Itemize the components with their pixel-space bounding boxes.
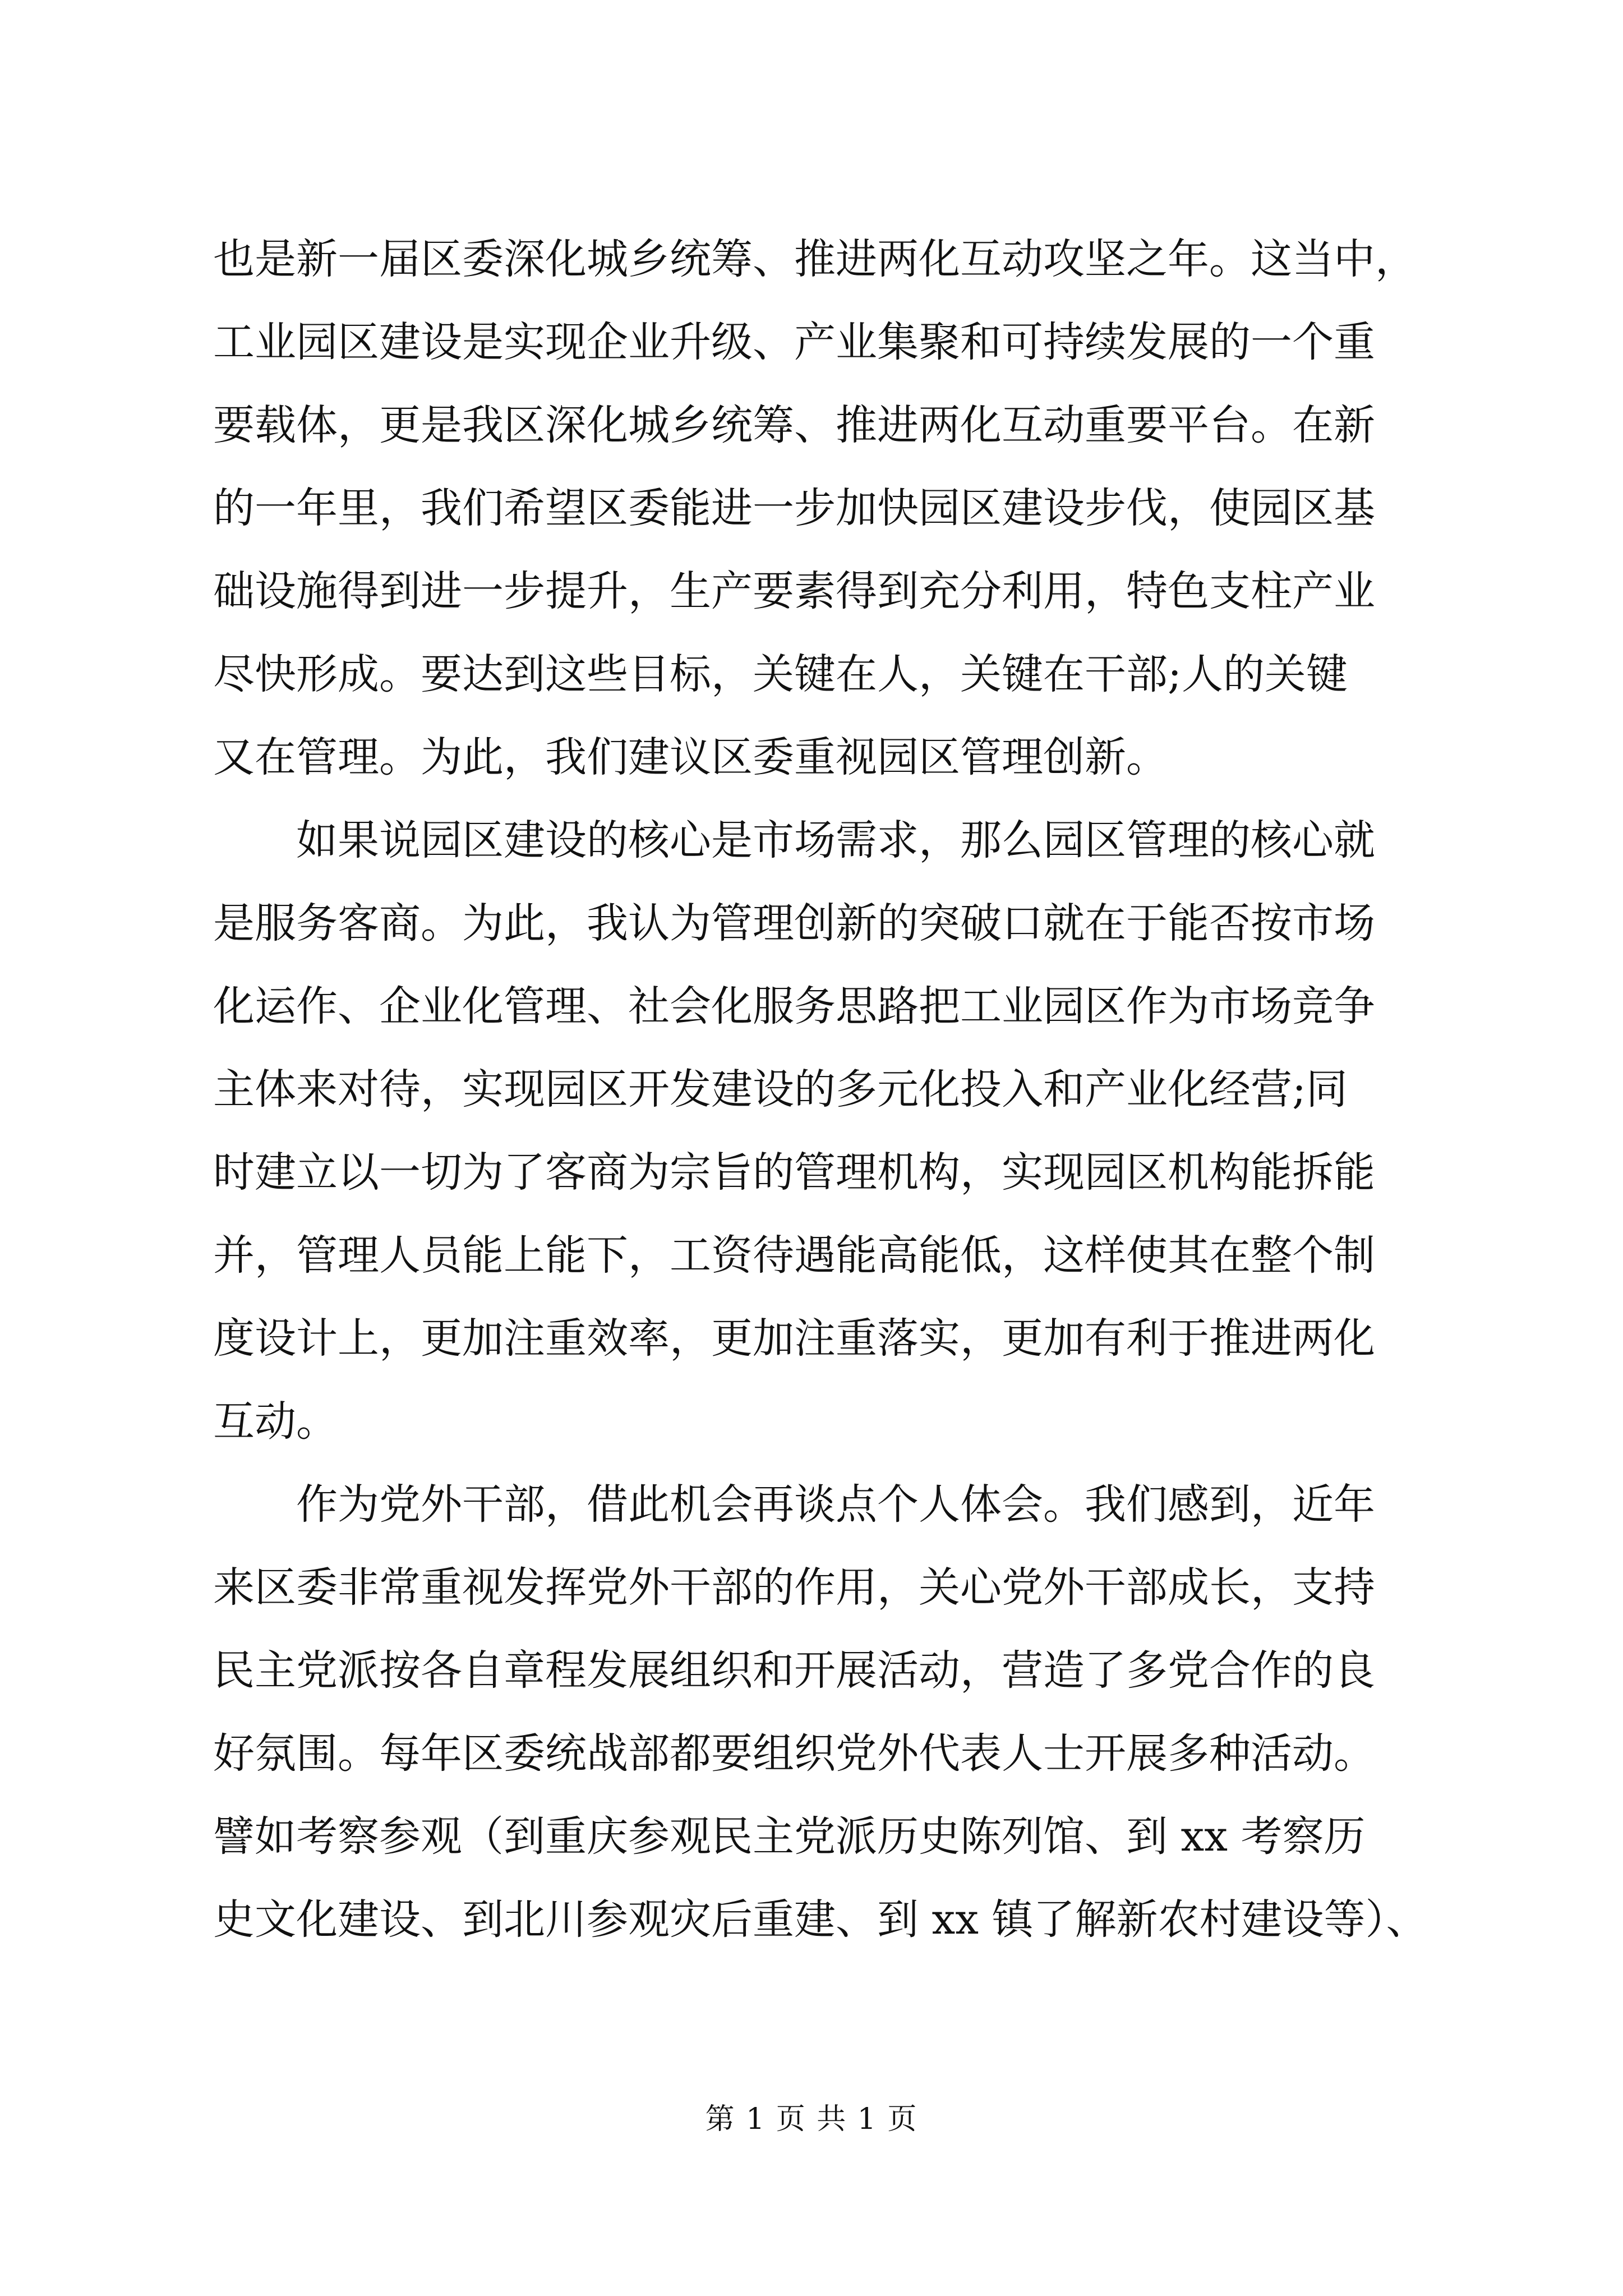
text-line: 来区委非常重视发挥党外干部的作用，关心党外干部成长，支持	[213, 1563, 1375, 1612]
text-line: 好氛围。每年区委统战部都要组织党外代表人士开展多种活动。	[213, 1729, 1375, 1778]
text-line: 工业园区建设是实现企业升级、产业集聚和可持续发展的一个重	[213, 318, 1375, 366]
page-footer: 第 1 页 共 1 页	[705, 2102, 918, 2136]
text-line: 史文化建设、到北川参观灾后重建、到 xx 镇了解新农村建设等）、	[213, 1895, 1428, 1944]
text-line: 是服务客商。为此，我认为管理创新的突破口就在于能否按市场	[213, 899, 1375, 947]
text-line: 尽快形成。要达到这些目标，关键在人，关键在干部;人的关键	[213, 650, 1348, 698]
text-line: 要载体，更是我区深化城乡统筹、推进两化互动重要平台。在新	[213, 401, 1375, 449]
text-line: 又在管理。为此，我们建议区委重视园区管理创新。	[213, 733, 1168, 781]
body-text	[213, 218, 1428, 1961]
text-line: 并，管理人员能上能下，工资待遇能高能低，这样使其在整个制	[213, 1231, 1375, 1280]
text-line: 度设计上，更加注重效率，更加注重落实，更加有利于推进两化	[213, 1314, 1375, 1363]
text-line: 也是新一届区委深化城乡统筹、推进两化互动攻坚之年。这当中，	[213, 235, 1417, 283]
text-line: 的一年里，我们希望区委能进一步加快园区建设步伐，使园区基	[213, 484, 1375, 532]
text-line: 如果说园区建设的核心是市场需求，那么园区管理的核心就	[213, 816, 1375, 864]
text-line: 时建立以一切为了客商为宗旨的管理机构，实现园区机构能拆能	[213, 1148, 1375, 1197]
text-line: 民主党派按各自章程发展组织和开展活动，营造了多党合作的良	[213, 1646, 1375, 1695]
text-line: 础设施得到进一步提升，生产要素得到充分利用，特色支柱产业	[213, 567, 1375, 615]
text-line: 譬如考察参观（到重庆参观民主党派历史陈列馆、到 xx 考察历	[213, 1812, 1366, 1861]
text-line: 主体来对待，实现园区开发建设的多元化投入和产业化经营;同	[213, 1065, 1348, 1114]
text-line: 化运作、企业化管理、社会化服务思路把工业园区作为市场竞争	[213, 982, 1375, 1030]
text-line: 作为党外干部，借此机会再谈点个人体会。我们感到，近年	[213, 1480, 1375, 1529]
text-line: 互动。	[213, 1397, 338, 1446]
